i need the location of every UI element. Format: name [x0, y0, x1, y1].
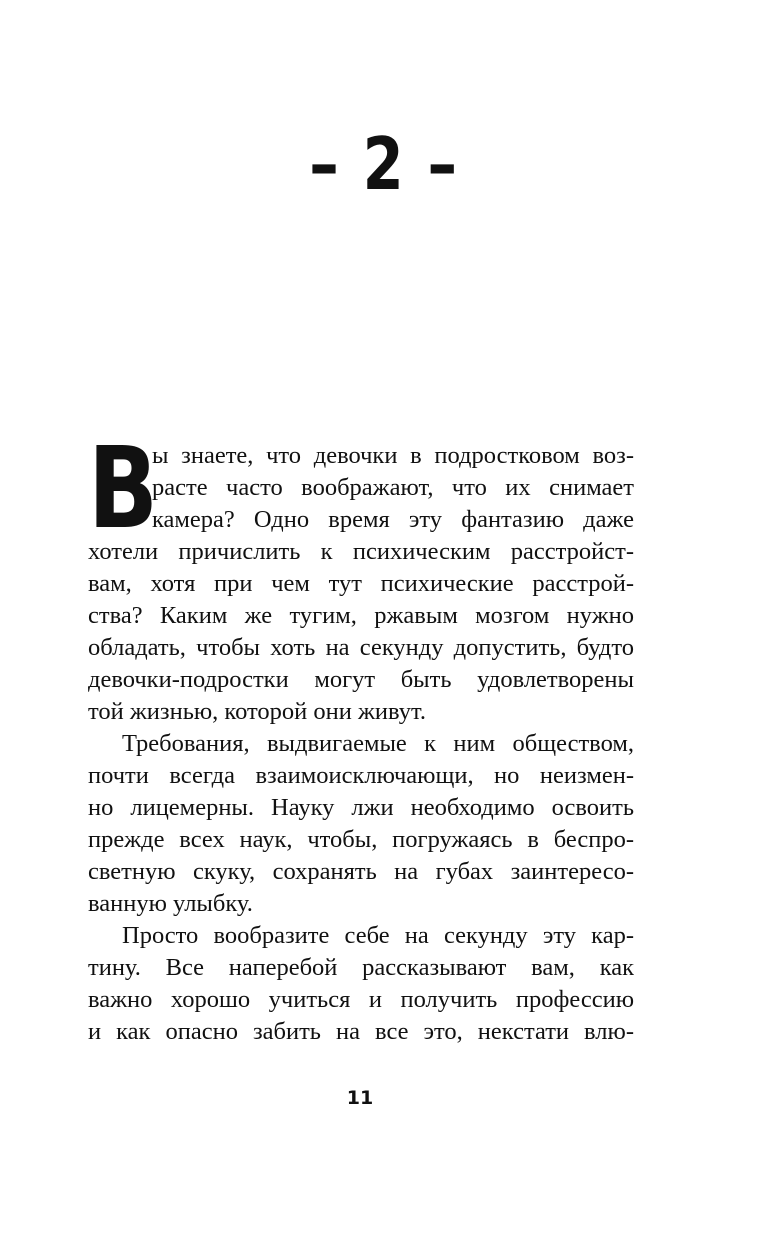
text-line: той жизнью, которой они живут. [88, 698, 426, 725]
text-line: важно хорошо учиться и получить профессию [88, 986, 634, 1013]
drop-cap: В [88, 424, 159, 554]
text-line: камера? Одно время эту фантазию даже [152, 506, 634, 533]
paragraph-3 [88, 920, 634, 1048]
text-line: расте часто воображают, что их снимает [152, 474, 634, 501]
page-number: 11 [346, 1087, 374, 1109]
text-line: Просто вообразите себе на секунду эту кар- [122, 922, 634, 949]
chapter-number: – 2 – [309, 122, 459, 206]
text-line: ы знаете, что девочки в подростковом воз- [152, 442, 634, 469]
text-line: тину. Все наперебой рассказывают вам, как [88, 954, 634, 981]
text-line: ванную улыбку. [88, 890, 253, 917]
body-text [88, 424, 634, 1048]
text-line: девочки-подростки могут быть удовлетворены [88, 666, 634, 693]
text-line: почти всегда взаимоисключающи, но неизмен- [88, 762, 634, 789]
text-line: но лицемерны. Науку лжи необходимо освоить [88, 794, 634, 821]
text-line: прежде всех наук, чтобы, погружаясь в беспро- [88, 826, 634, 853]
paragraph-2 [88, 728, 634, 920]
text-line: обладать, чтобы хоть на секунду допустить, будто [88, 634, 634, 661]
text-line: и как опасно забить на все это, некстати влю- [88, 1018, 634, 1045]
text-line: Требования, выдвигаемые к ним обществом, [122, 730, 634, 757]
text-line: хотели причислить к психическим расстройст- [88, 538, 634, 565]
paragraph-1 [88, 424, 634, 728]
text-line: вам, хотя при чем тут психические расстрой- [88, 570, 634, 597]
text-line: светную скуку, сохранять на губах заинтересо- [88, 858, 634, 885]
text-line: ства? Каким же тугим, ржавым мозгом нужно [88, 602, 634, 629]
